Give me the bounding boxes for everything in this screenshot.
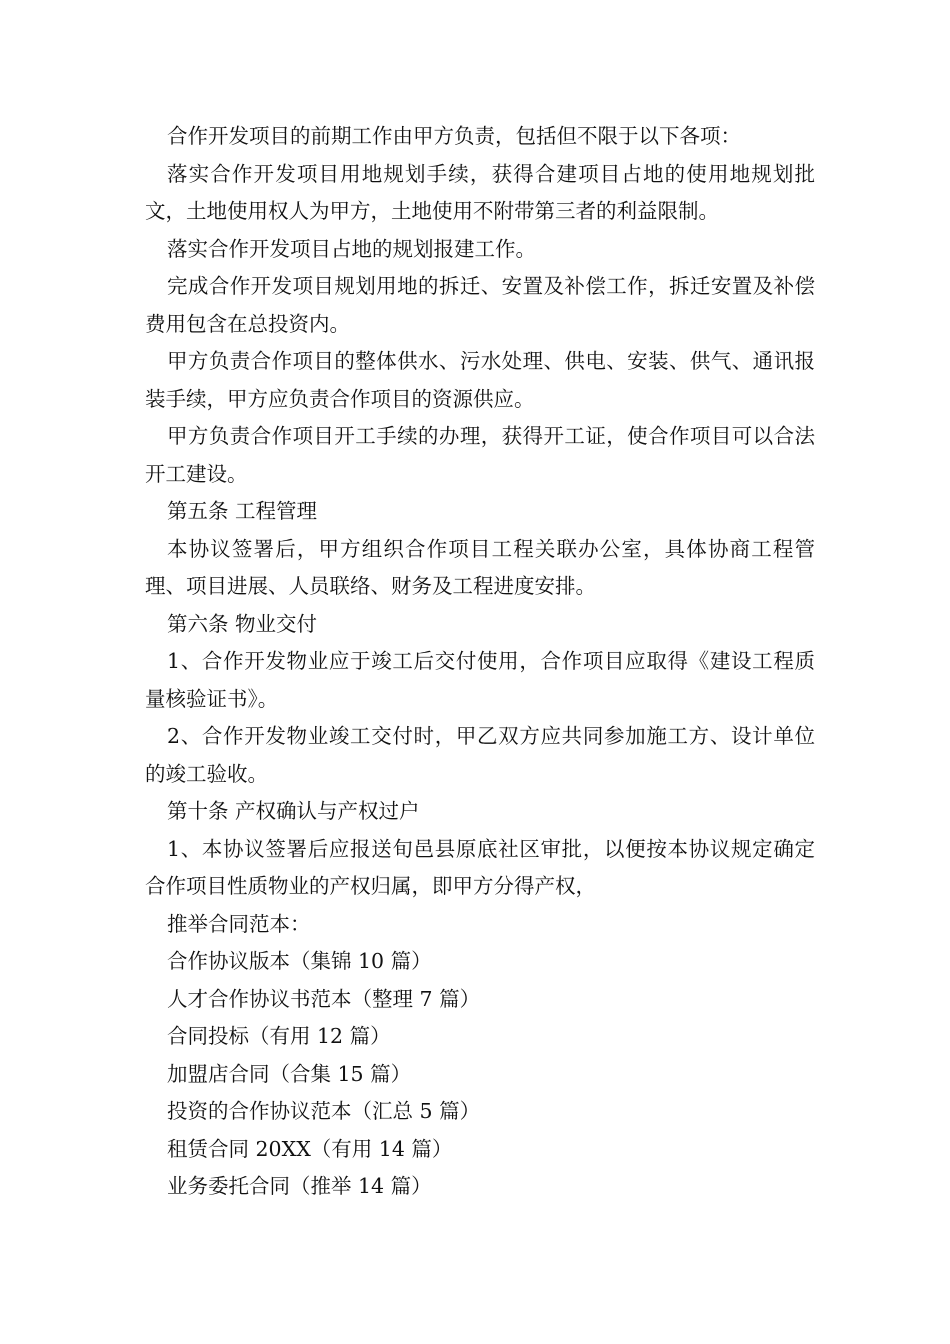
paragraph-construction-permit: 甲方负责合作项目开工手续的办理，获得开工证，使合作项目可以合法开工建设。 bbox=[145, 424, 815, 486]
recommended-link-item[interactable]: 人才合作协议书范本（整理 7 篇） bbox=[167, 986, 481, 1011]
paragraph-delivery-2: 2、合作开发物业竣工交付时，甲乙双方应共同参加施工方、设计单位的竣工验收。 bbox=[145, 724, 815, 786]
paragraph-demolition: 完成合作开发项目规划用地的拆迁、安置及补偿工作，拆迁安置及补偿费用包含在总投资内。 bbox=[145, 274, 815, 336]
paragraph-utilities: 甲方负责合作项目的整体供水、污水处理、供电、安装、供气、通讯报装手续，甲方应负责合作项目的资源供应。 bbox=[145, 349, 815, 411]
heading-article-5: 第五条 工程管理 bbox=[167, 499, 318, 523]
paragraph-project-management: 本协议签署后，甲方组织合作项目工程关联办公室，具体协商工程管理、项目进展、人员联络、财务及工程进度安排。 bbox=[145, 536, 815, 598]
recommended-link-item[interactable]: 业务委托合同（推举 14 篇） bbox=[167, 1174, 432, 1198]
heading-article-6: 第六条 物业交付 bbox=[167, 611, 318, 636]
recommended-templates-heading: 推举合同范本： bbox=[167, 911, 311, 936]
recommended-link-item[interactable]: 加盟店合同（合集 15 篇） bbox=[167, 1061, 412, 1086]
paragraph-delivery-1: 1、合作开发物业应于竣工后交付使用，合作项目应取得《建设工程质量核验证书》。 bbox=[145, 649, 815, 711]
paragraph-land-planning: 落实合作开发项目用地规划手续，获得合建项目占地的使用地规划批文，土地使用权人为甲方，土地使用不附带第三者的利益限制。 bbox=[145, 161, 815, 223]
paragraph-planning-approval: 落实合作开发项目占地的规划报建工作。 bbox=[167, 236, 536, 261]
recommended-link-item[interactable]: 合同投标（有用 12 篇） bbox=[167, 1024, 391, 1048]
recommended-link-item[interactable]: 合作协议版本（集锦 10 篇） bbox=[167, 949, 432, 973]
paragraph-intro: 合作开发项目的前期工作由甲方负责，包括但不限于以下各项： bbox=[167, 124, 741, 148]
recommended-link-item[interactable]: 投资的合作协议范本（汇总 5 篇） bbox=[167, 1099, 481, 1123]
recommended-link-item[interactable]: 租赁合同 20XX（有用 14 篇） bbox=[167, 1136, 453, 1161]
document-body bbox=[145, 118, 815, 1206]
heading-article-10: 第十条 产权确认与产权过户 bbox=[167, 799, 420, 823]
paragraph-property-rights: 1、本协议签署后应报送旬邑县原底社区审批，以便按本协议规定确定合作项目性质物业的产权归属，即甲方分得产权， bbox=[145, 836, 815, 898]
